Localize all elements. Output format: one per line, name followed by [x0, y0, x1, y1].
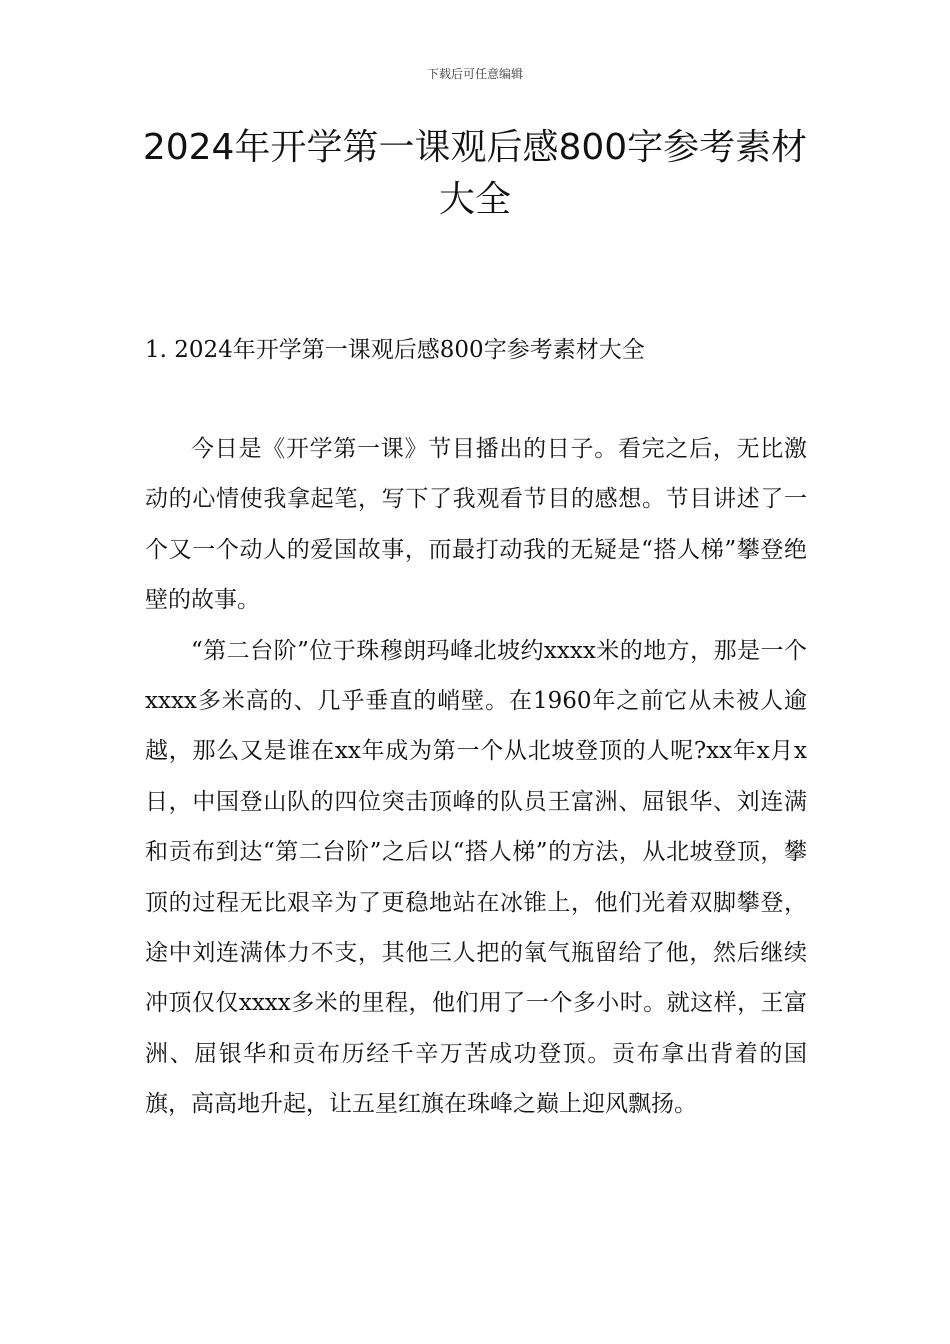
- header-note: 下载后可任意编辑: [426, 67, 523, 81]
- title-line-1: 2024年开学第一课观后感800字参考素材: [142, 127, 808, 168]
- title-line-2: 大全: [438, 179, 511, 220]
- body-text: [145, 424, 807, 1130]
- paragraph: 今日是《开学第一课》节目播出的日子。看完之后，无比激动的心情使我拿起笔，写下了我观看节目的感想。节目讲述了一个又一个动人的爱国故事，而最打动我的无疑是“搭人梯”攀登绝壁的故事。: [145, 436, 807, 614]
- section-heading: 1. 2024年开学第一课观后感800字参考素材大全: [145, 337, 645, 363]
- document-title: [120, 122, 830, 226]
- paragraph: “第二台阶”位于珠穆朗玛峰北坡约xxxx米的地方，那是一个xxxx多米高的、几乎垂直的峭壁。在1960年之前它从未被人逾越，那么又是谁在xx年成为第一个从北坡登顶的人呢?xx年x月x日，中国登山队的四位突击顶峰的队员王富洲、屈银华、刘连满和贡布到达“第二台阶”之后以“搭人梯”的方法，从北坡登顶，攀顶的过程无比艰辛为了更稳地站在冰锥上，他们光着双脚攀登，途中刘连满体力不支，其他三人把的氧气瓶留给了他，然后继续冲顶仅仅xxxx多米的里程，他们用了一个多小时。就这样，王富洲、屈银华和贡布历经千辛万苦成功登顶。贡布拿出背着的国旗，高高地升起，让五星红旗在珠峰之巅上迎风飘扬。: [145, 637, 807, 1118]
